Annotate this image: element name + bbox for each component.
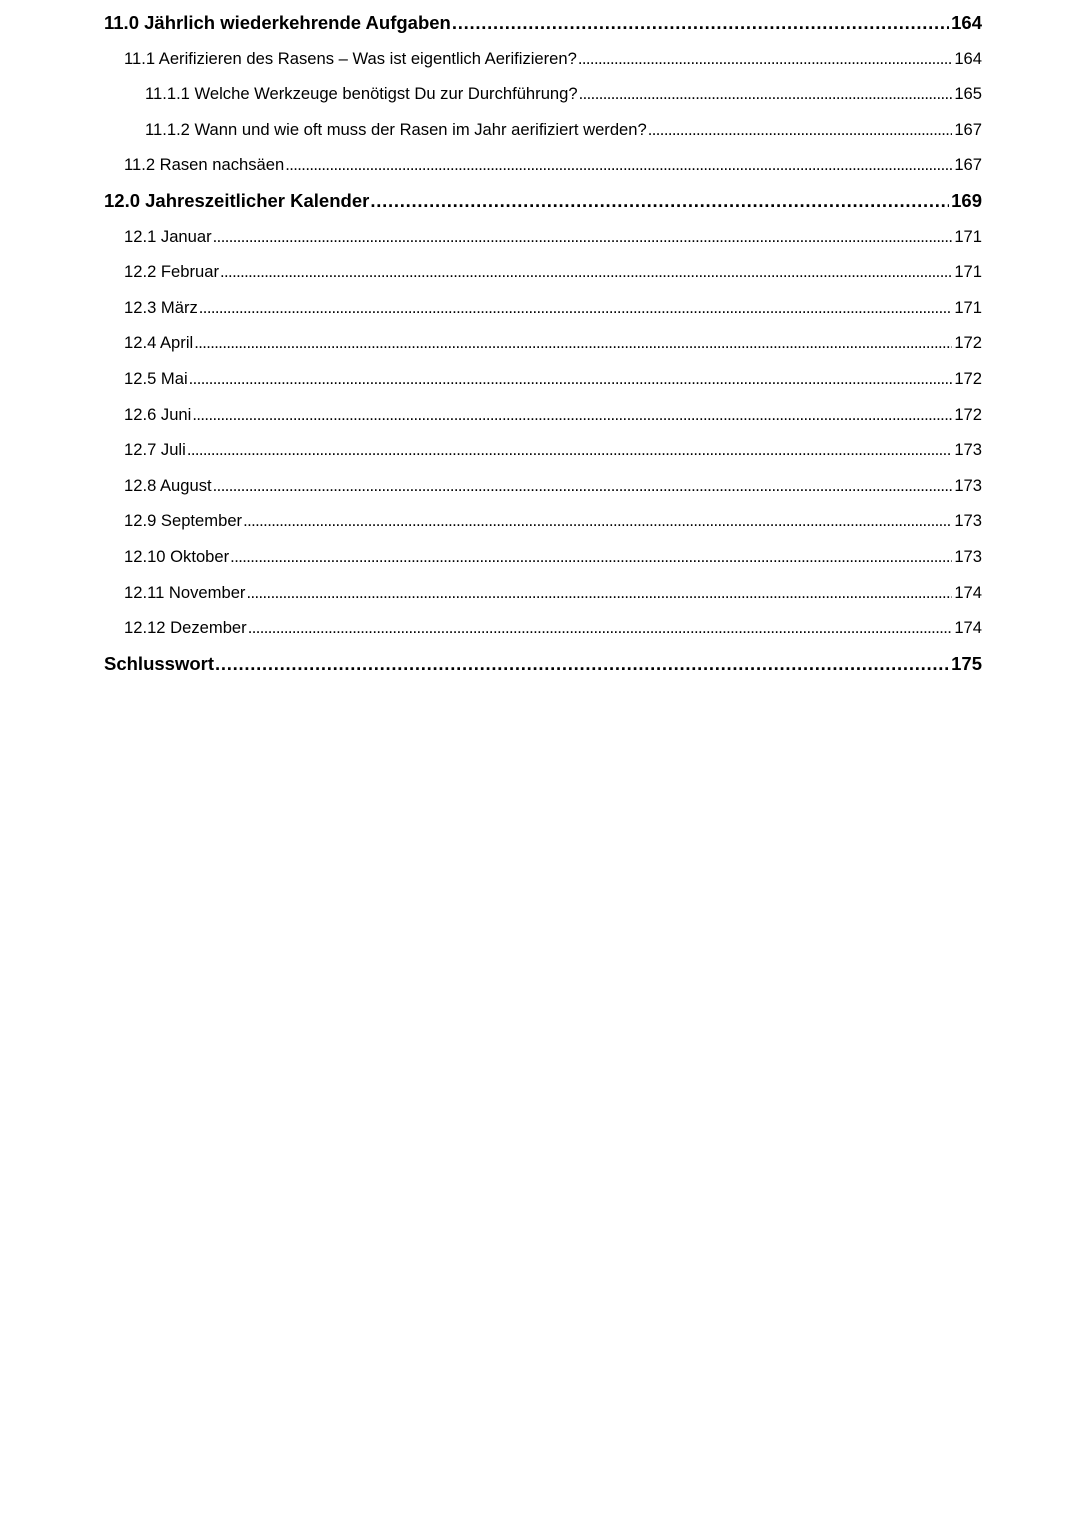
toc-entry-page: 175 <box>951 652 982 674</box>
toc-entry-11-1-2[interactable] <box>104 112 982 148</box>
dot-leader <box>215 646 949 682</box>
toc-entry-11-1[interactable] <box>104 41 982 77</box>
toc-entry-12-3[interactable] <box>104 290 982 326</box>
toc-entry-title: 11.1.2 Wann und wie oft muss der Rasen im Jahr aerifiziert werden? <box>145 119 647 139</box>
toc-entry-page: 167 <box>954 119 982 139</box>
dot-leader <box>370 183 949 219</box>
toc-entry-title: 12.0 Jahreszeitlicher Kalender <box>104 189 370 211</box>
toc-entry-page: 164 <box>951 12 982 33</box>
dot-leader <box>213 219 953 255</box>
toc-entry-title: 12.10 Oktober <box>124 546 230 566</box>
toc-entry-page: 172 <box>954 333 982 353</box>
toc-entry-page: 171 <box>954 226 982 246</box>
dot-leader <box>248 610 953 646</box>
toc-entry-11-1-1[interactable] <box>104 76 982 112</box>
toc-entry-title: 12.2 Februar <box>124 262 220 282</box>
toc-entry-page: 169 <box>951 189 982 211</box>
toc-entry-title: 11.1.1 Welche Werkzeuge benötigst Du zur Durchführung? <box>145 84 578 104</box>
toc-entry-12-2[interactable] <box>104 254 982 290</box>
toc-entry-title: 12.4 April <box>124 333 194 353</box>
toc-entry-12-10[interactable] <box>104 539 982 575</box>
toc-entry-12-8[interactable] <box>104 468 982 504</box>
toc-entry-title: 12.5 Mai <box>124 368 188 388</box>
toc-entry-page: 172 <box>954 404 982 424</box>
dot-leader <box>578 41 952 77</box>
toc-entry-12-6[interactable] <box>104 397 982 433</box>
toc-entry-title: 12.3 März <box>124 297 198 317</box>
toc-entry-page: 171 <box>954 262 982 282</box>
dot-leader <box>220 254 952 290</box>
toc-entry-page: 173 <box>954 440 982 460</box>
dot-leader <box>230 539 952 575</box>
toc-entry-12-4[interactable] <box>104 325 982 361</box>
toc-entry-title: 12.6 Juni <box>124 404 192 424</box>
dot-leader <box>194 325 952 361</box>
toc-entry-title: 11.2 Rasen nachsäen <box>124 155 285 175</box>
toc-entry-title: 12.12 Dezember <box>124 618 247 638</box>
toc-entry-title: 12.8 August <box>124 475 212 495</box>
toc-entry-11-0[interactable] <box>104 5 982 41</box>
dot-leader <box>648 112 953 148</box>
toc-entry-title: 12.7 Juli <box>124 440 186 460</box>
dot-leader <box>199 290 953 326</box>
toc-entry-title: 12.9 September <box>124 511 243 531</box>
dot-leader <box>189 361 953 397</box>
toc-entry-title: 11.0 Jährlich wiederkehrende Aufgaben <box>104 12 451 33</box>
toc-entry-12-5[interactable] <box>104 361 982 397</box>
toc-entry-page: 173 <box>954 511 982 531</box>
toc-entry-page: 173 <box>954 475 982 495</box>
toc-entry-page: 174 <box>954 618 982 638</box>
toc-entry-page: 171 <box>954 297 982 317</box>
dot-leader <box>452 5 949 41</box>
dot-leader <box>579 76 953 112</box>
dot-leader <box>213 468 953 504</box>
toc-entry-title: 12.1 Januar <box>124 226 212 246</box>
toc-entry-title: 12.11 November <box>124 582 246 602</box>
dot-leader <box>187 432 953 468</box>
dot-leader <box>192 397 952 433</box>
toc-entry-page: 164 <box>954 48 982 68</box>
toc-entry-schlusswort[interactable] <box>104 646 982 682</box>
dot-leader <box>285 147 952 183</box>
toc-entry-page: 174 <box>954 582 982 602</box>
dot-leader <box>246 575 952 611</box>
toc-entry-title: Schlusswort <box>104 652 214 674</box>
toc-entry-12-7[interactable] <box>104 432 982 468</box>
toc-entry-12-11[interactable] <box>104 575 982 611</box>
toc-entry-12-0[interactable] <box>104 183 982 219</box>
toc-entry-12-1[interactable] <box>104 219 982 255</box>
toc-entry-page: 173 <box>954 546 982 566</box>
toc-entry-title: 11.1 Aerifizieren des Rasens – Was ist eigentlich Aerifizieren? <box>124 48 577 68</box>
toc-entry-page: 172 <box>954 368 982 388</box>
toc-entry-12-12[interactable] <box>104 610 982 646</box>
table-of-contents <box>104 5 982 681</box>
toc-entry-11-2[interactable] <box>104 147 982 183</box>
toc-entry-page: 167 <box>954 155 982 175</box>
dot-leader <box>243 503 952 539</box>
toc-entry-page: 165 <box>954 84 982 104</box>
toc-entry-12-9[interactable] <box>104 503 982 539</box>
